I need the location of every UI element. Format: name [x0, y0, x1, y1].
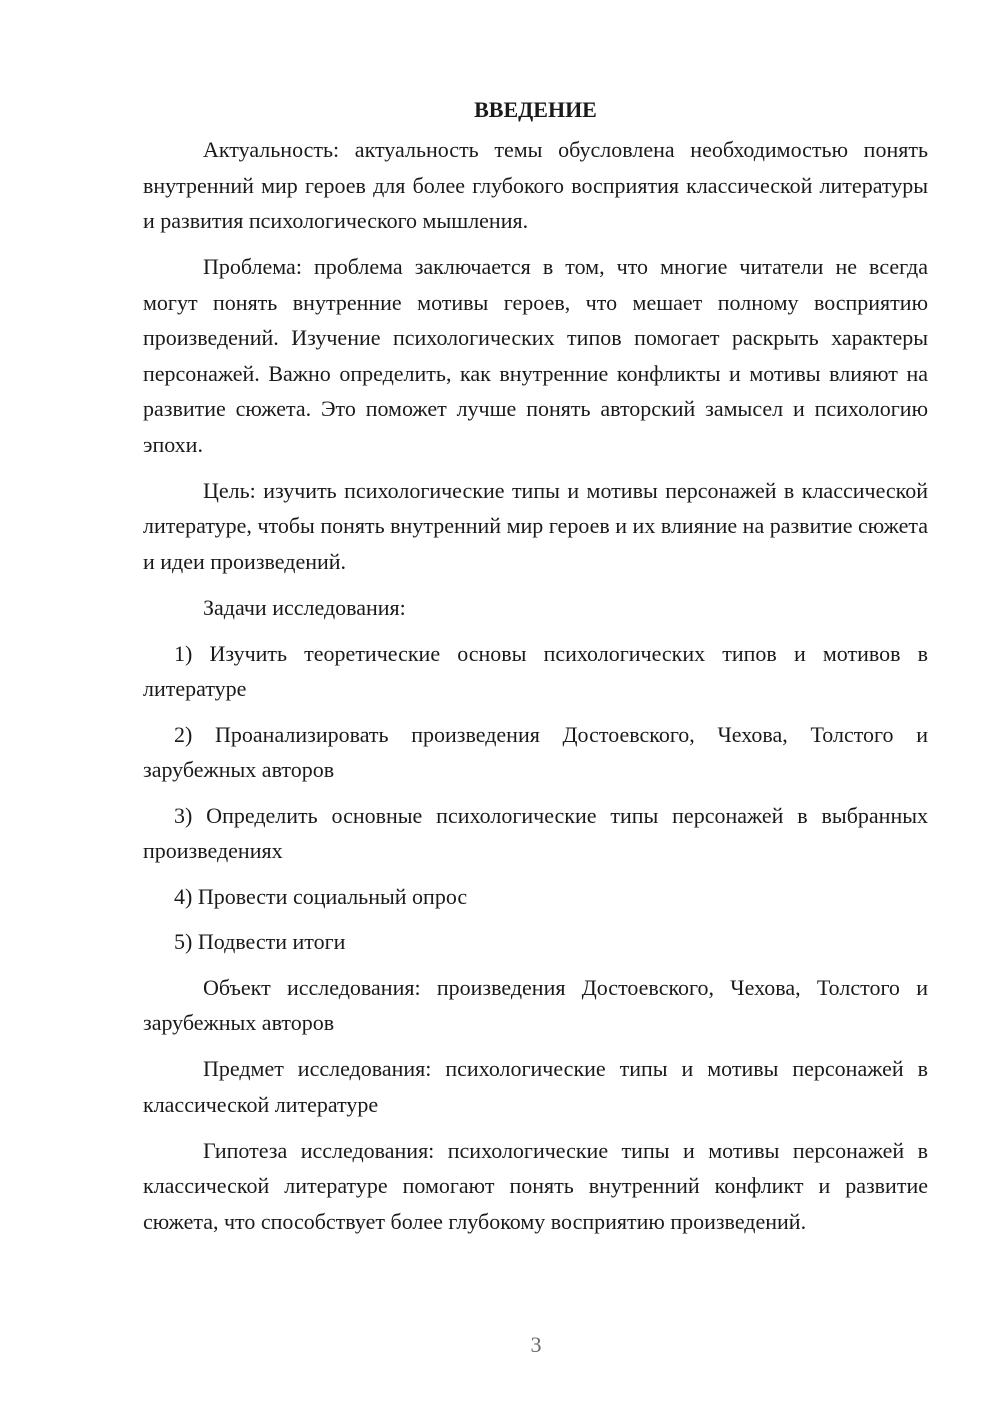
relevance-paragraph: Актуальность: актуальность темы обусловлена необходимостью понять внутренний мир героев для более глубокого восприятия классической литературы и развития психологического мышления. — [143, 137, 928, 233]
hypothesis-paragraph: Гипотеза исследования: психологические типы и мотивы персонажей в классической литературе помогают понять внутренний конфликт и развитие сюжета, что способствует более глубокому восприятию произведений. — [143, 1137, 928, 1234]
page-number: 3 — [530, 1332, 542, 1357]
document-body — [143, 92, 928, 1250]
task-item-3: 3) Определить основные психологические типы персонажей в выбранных произведениях — [143, 802, 928, 863]
task-item-4: 4) Провести социальный опрос — [174, 883, 468, 909]
section-heading: ВВЕДЕНИЕ — [474, 97, 597, 122]
goal-paragraph: Цель: изучить психологические типы и мотивы персонажей в классической литературе, чтобы понять внутренний мир героев и их влияние на развитие сюжета и идеи произведений. — [143, 477, 928, 574]
problem-paragraph: Проблема: проблема заключается в том, что многие читатели не всегда могут понять внутренние мотивы героев, что мешает полному восприятию произведений. Изучение психологических типов помогает раскрыть характеры персонажей. Важно определить, как внутренние конфликты и мотивы влияют на развитие сюжета. Это поможет лучше понять авторский замысел и психологию эпохи. — [143, 254, 928, 457]
object-paragraph: Объект исследования: произведения Достоевского, Чехова, Толстого и зарубежных авторов — [143, 974, 928, 1035]
task-item-5: 5) Подвести итоги — [174, 929, 346, 954]
subject-paragraph: Предмет исследования: психологические типы и мотивы персонажей в классической литературе — [143, 1056, 928, 1117]
task-item-1: 1) Изучить теоретические основы психологических типов и мотивов в литературе — [143, 640, 928, 701]
tasks-title: Задачи исследования: — [203, 594, 406, 620]
task-item-2: 2) Проанализировать произведения Достоевского, Чехова, Толстого и зарубежных авторов — [143, 721, 928, 782]
